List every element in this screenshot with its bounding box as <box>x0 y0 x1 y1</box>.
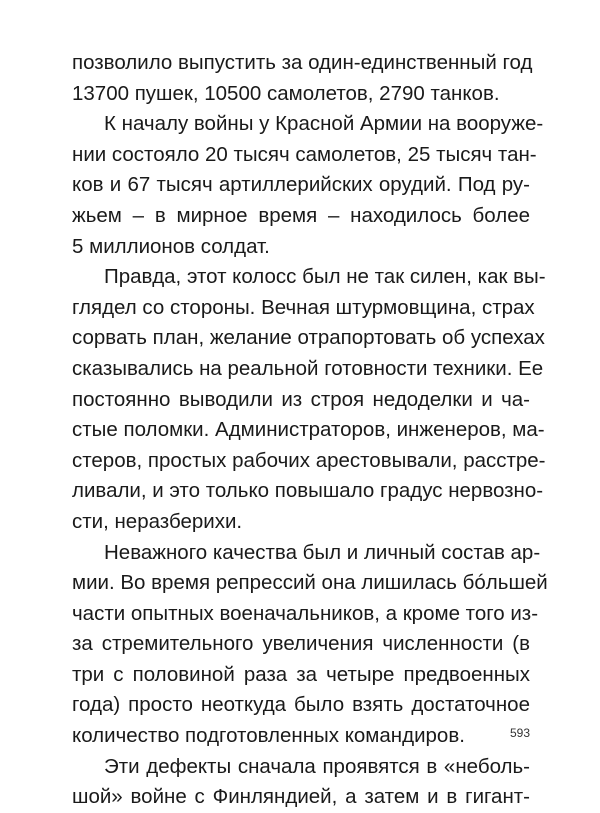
text-line: 13700 пушек, 10500 самолетов, 2790 танков. <box>72 81 500 105</box>
paragraph-start-line: К началу войны у Красной Армии на вооруже- <box>104 112 544 136</box>
text-line: сорвать план, желание отрапортовать об успехах <box>72 326 545 350</box>
page-number: 593 <box>509 726 530 740</box>
paragraph-start-line: Эти дефекты сначала проявятся в «неболь- <box>104 754 530 778</box>
text-line: жьем – в мирное время – находилось более <box>72 203 530 227</box>
text-line: нии состояло 20 тысяч самолетов, 25 тысяч тан- <box>72 142 537 166</box>
text-line: за стремительного увеличения численности (в <box>72 632 530 656</box>
text-line: года) просто неоткуда было взять достаточное <box>72 693 530 717</box>
text-line: 5 миллионов солдат. <box>72 234 270 258</box>
text-line: позволило выпустить за один-единственный год <box>72 51 533 74</box>
text-line: мии. Во время репрессий она лишилась бóльшей <box>72 571 548 595</box>
body-text <box>72 48 548 813</box>
text-line: сти, неразберихи. <box>72 509 243 533</box>
text-line: стые поломки. Администраторов, инженеров, ма- <box>72 418 545 442</box>
text-line: глядел со стороны. Вечная штурмовщина, страх <box>72 295 535 319</box>
paragraph-start-line: Правда, этот колосс был не так силен, как вы- <box>104 265 546 289</box>
text-line: шой» войне с Финляндией, а затем и в гигант- <box>72 785 530 809</box>
text-line: сказывались на реальной готовности техники. Ее <box>72 356 544 380</box>
text-line: постоянно выводили из строя недоделки и ча- <box>72 387 530 411</box>
text-line: три с половиной раза за четыре предвоенных <box>72 662 530 686</box>
text-line: количество подготовленных командиров. <box>72 724 465 748</box>
text-line: стеров, простых рабочих арестовывали, расстре- <box>72 448 546 472</box>
text-line: ливали, и это только повышало градус нервозно- <box>72 479 544 503</box>
text-line: ков и 67 тысяч артиллерийских орудий. Под ру- <box>72 173 530 197</box>
text-line: части опытных военачальников, а кроме того из- <box>72 601 539 625</box>
paragraph-start-line: Неважного качества был и личный состав ар- <box>104 540 541 564</box>
